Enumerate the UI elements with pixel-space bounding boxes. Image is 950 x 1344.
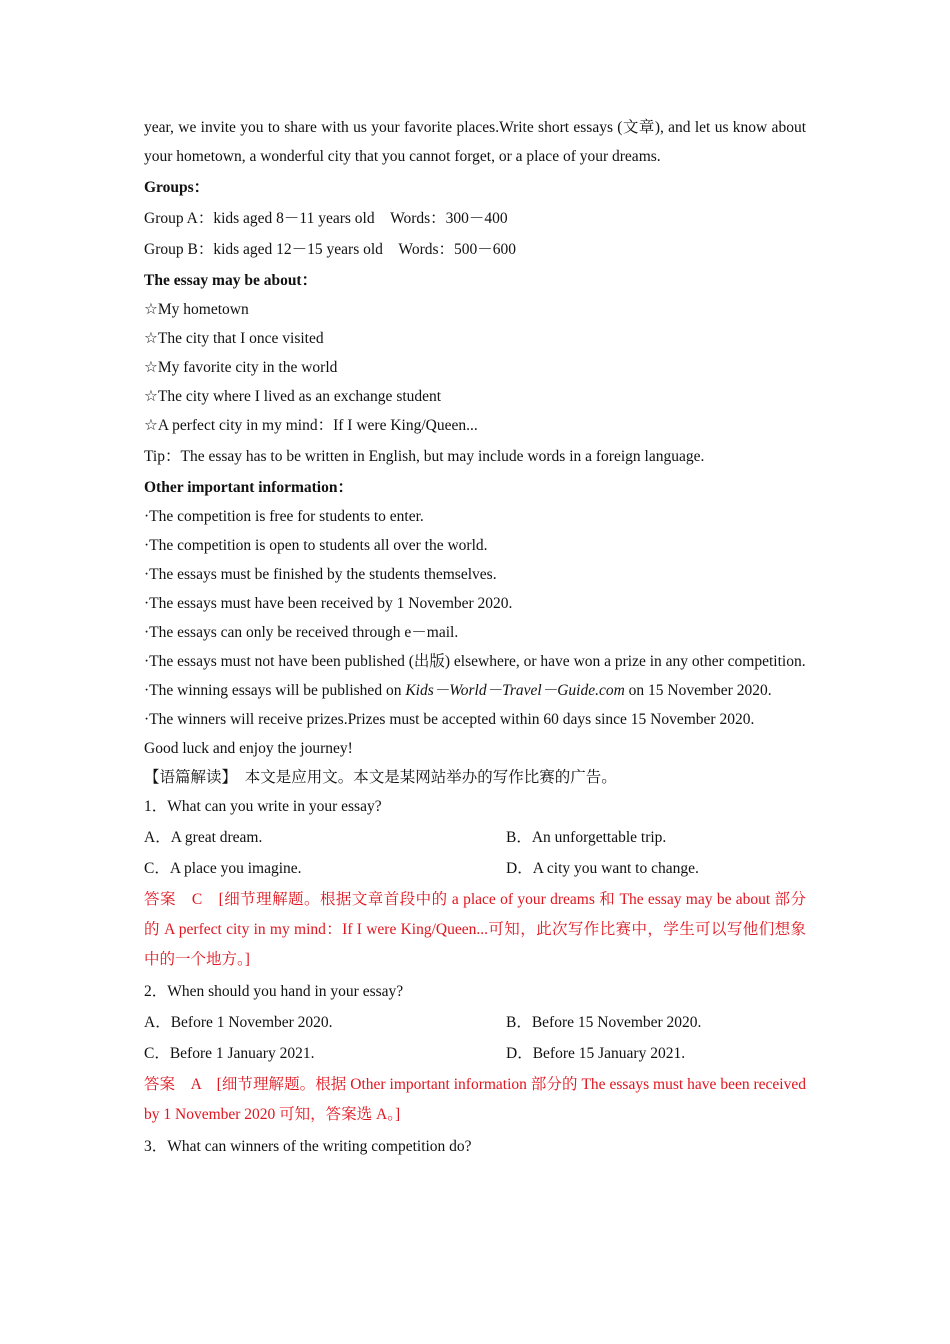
info-item: ·The essays must be finished by the students themselves. xyxy=(144,566,497,583)
option-a: A．Before 1 November 2020. xyxy=(144,1014,333,1031)
groups-heading: Groups： xyxy=(144,179,210,196)
info-item: ·The competition is free for students to enter. xyxy=(144,508,424,525)
question-2-options-row-1 xyxy=(144,1008,806,1037)
info-item: ·The essays must have been received by 1 November 2020. xyxy=(144,595,513,612)
info-item: ·The essays must not have been published (出版) elsewhere, or have won a prize in any other competition. xyxy=(144,653,806,670)
info-item: ·The essays can only be received through e－mail. xyxy=(144,624,459,641)
topic-item: ☆My favorite city in the world xyxy=(144,359,338,376)
topic-item: ☆The city that I once visited xyxy=(144,330,324,347)
topic-item: ☆A perfect city in my mind：If I were King/Queen... xyxy=(144,417,478,434)
question-2-options-row-2 xyxy=(144,1039,806,1068)
question-2-answer: 答案 A [细节理解题。根据 Other important information 部分的 The essays must have been received by 1 November 2020 可知，答案选 A。] xyxy=(144,1076,806,1123)
topics-heading: The essay may be about： xyxy=(144,272,318,289)
info-heading: Other important information： xyxy=(144,479,353,496)
option-c: C．A place you imagine. xyxy=(144,860,302,877)
group-a-line: Group A：kids aged 8－11 years old Words：300－400 xyxy=(144,210,508,227)
document-page xyxy=(144,113,806,1161)
option-b: B．An unforgettable trip. xyxy=(506,829,667,846)
option-d: D．A city you want to change. xyxy=(506,860,699,877)
question-1-options-row-1 xyxy=(144,823,806,852)
topic-item: ☆The city where I lived as an exchange student xyxy=(144,388,442,405)
question-1-options-row-2 xyxy=(144,854,806,883)
winning-suffix: on 15 November 2020. xyxy=(624,682,772,699)
question-2-stem: 2．When should you hand in your essay? xyxy=(144,983,404,1000)
topic-item: ☆My hometown xyxy=(144,301,249,318)
info-item: ·The competition is open to students all over the world. xyxy=(144,537,488,554)
website-name: Kids－World－Travel－Guide.com xyxy=(405,682,625,699)
option-b: B．Before 15 November 2020. xyxy=(506,1014,702,1031)
passage-note: 【语篇解读】 本文是应用文。本文是某网站举办的写作比赛的广告。 xyxy=(144,769,617,786)
prizes-item: ·The winners will receive prizes.Prizes must be accepted within 60 days since 15 November 2020. xyxy=(144,711,755,728)
tip-line: Tip：The essay has to be written in English, but may include words in a foreign language. xyxy=(144,448,705,465)
group-b-line: Group B：kids aged 12－15 years old Words：500－600 xyxy=(144,241,517,258)
winning-prefix: ·The winning essays will be published on xyxy=(144,682,406,699)
closing-line: Good luck and enjoy the journey! xyxy=(144,740,353,757)
winning-essays-item xyxy=(144,676,806,705)
intro-paragraph: year, we invite you to share with us your favorite places.Write short essays (文章), and let us know about your hometown, a wonderful city that you cannot forget, or a place of your dreams. xyxy=(144,119,806,165)
question-1-stem: 1．What can you write in your essay? xyxy=(144,798,382,815)
option-c: C．Before 1 January 2021. xyxy=(144,1045,315,1062)
option-d: D．Before 15 January 2021. xyxy=(506,1045,686,1062)
question-3-stem: 3．What can winners of the writing competition do? xyxy=(144,1138,472,1155)
option-a: A．A great dream. xyxy=(144,829,263,846)
question-1-answer: 答案 C [细节理解题。根据文章首段中的 a place of your dreams 和 The essay may be about 部分的 A perfect city in my mind：If I were King/Queen...可知，此次写作比赛中，学生可以写他们想象中的一个地方。] xyxy=(144,891,806,968)
